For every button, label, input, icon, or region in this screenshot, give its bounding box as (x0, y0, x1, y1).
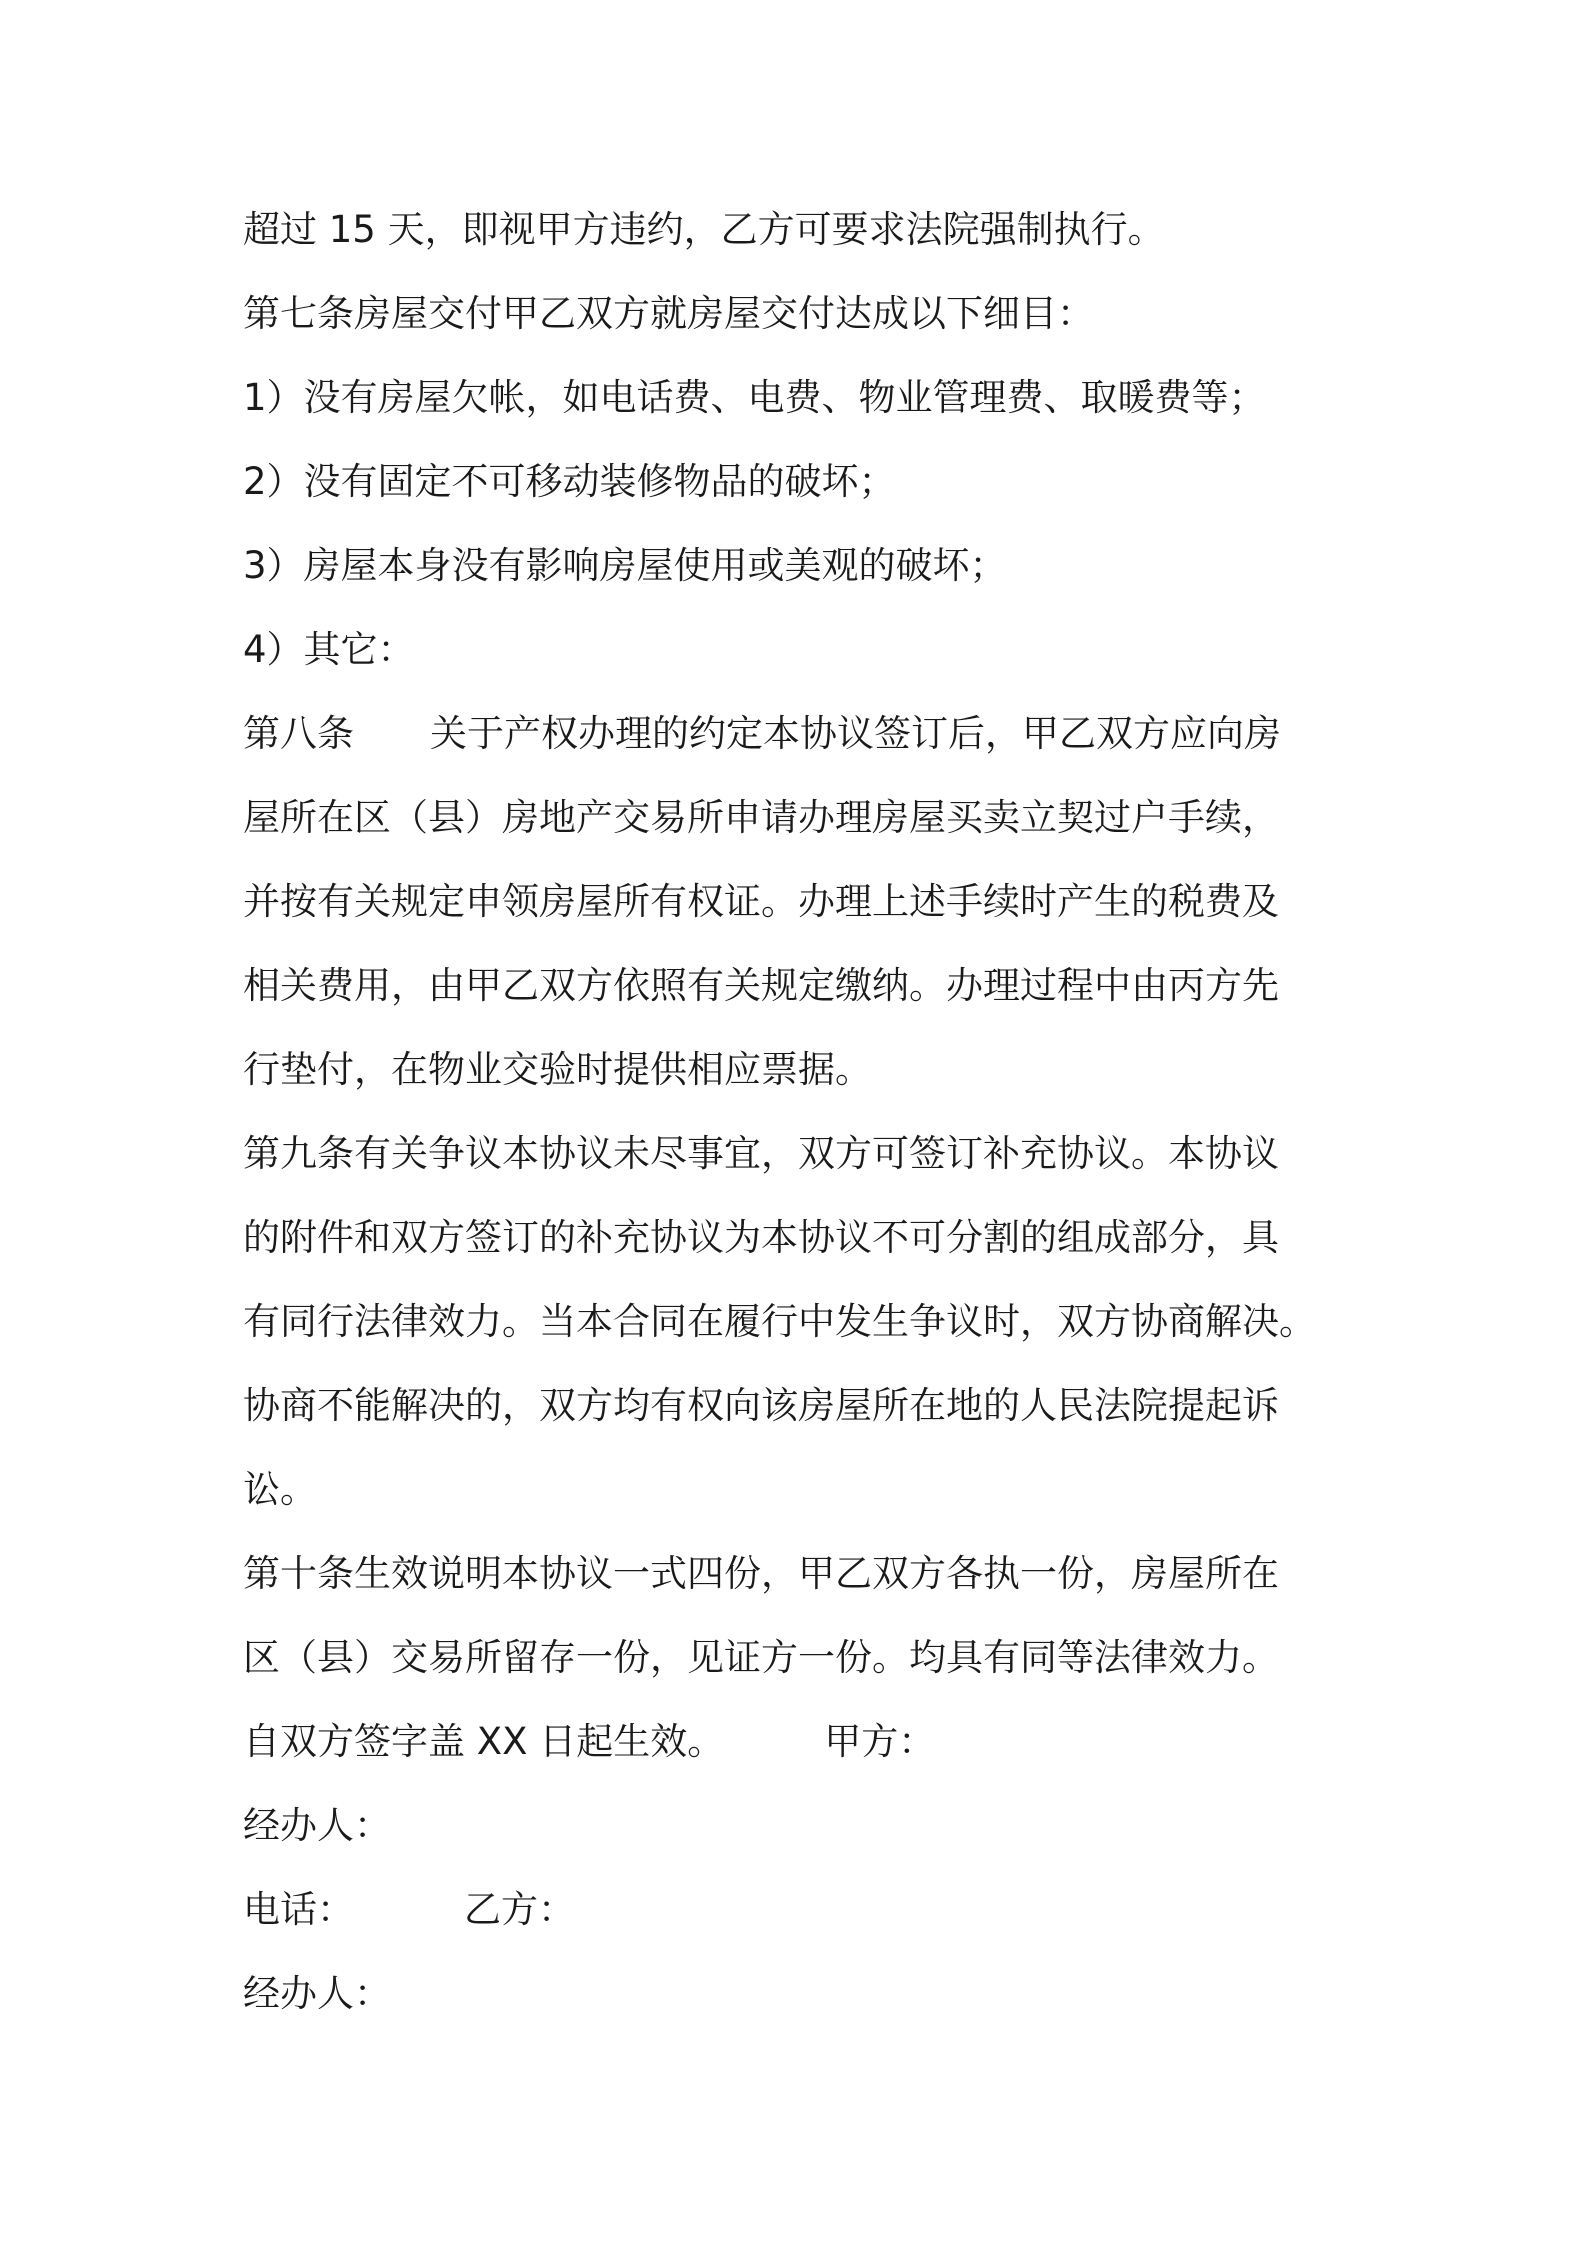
text-line: 行垫付，在物业交验时提供相应票据。 (243, 1048, 872, 1091)
text-line: 超过 15 天，即视甲方违约，乙方可要求法院强制执行。 (243, 208, 1165, 251)
list-item-4: 4）其它： (243, 628, 415, 671)
text-line: 相关费用，由甲乙双方依照有关规定缴纳。办理过程中由丙方先 (243, 964, 1279, 1007)
handler-label: 经办人： (243, 1972, 391, 2015)
article-8-text: 关于产权办理的约定本协议签订后，甲乙双方应向房 (430, 712, 1281, 755)
document-body (243, 188, 1355, 2036)
text-line: 区（县）交易所留存一份，见证方一份。均具有同等法律效力。 (243, 1636, 1279, 1679)
text-line: 的附件和双方签订的补充协议为本协议不可分割的组成部分，具 (243, 1216, 1279, 1259)
article-10-line: 第十条生效说明本协议一式四份，甲乙双方各执一份，房屋所在 (243, 1552, 1279, 1595)
text-line: 讼。 (243, 1468, 317, 1511)
party-b-label: 乙方： (464, 1888, 575, 1931)
list-item-3: 3）房屋本身没有影响房屋使用或美观的破坏； (243, 544, 1007, 587)
text-line: 协商不能解决的，双方均有权向该房屋所在地的人民法院提起诉 (243, 1384, 1279, 1427)
article-9-line: 第九条有关争议本协议未尽事宜，双方可签订补充协议。本协议 (243, 1132, 1279, 1175)
text-line: 有同行法律效力。当本合同在履行中发生争议时，双方协商解决。 (243, 1300, 1316, 1343)
list-item-2: 2）没有固定不可移动装修物品的破坏； (243, 460, 896, 503)
phone-line (243, 1868, 1355, 1952)
text-line: 屋所在区（县）房地产交易所申请办理房屋买卖立契过户手续， (243, 796, 1279, 839)
article-8-line (243, 692, 1355, 776)
article-8-label: 第八条 (243, 712, 354, 755)
party-a-label: 甲方： (824, 1720, 936, 1763)
effective-line (243, 1700, 1355, 1784)
article-7-heading: 第七条房屋交付甲乙双方就房屋交付达成以下细目： (243, 292, 1094, 335)
handler-label: 经办人： (243, 1804, 391, 1847)
phone-label: 电话： (243, 1888, 354, 1931)
text-line: 并按有关规定申领房屋所有权证。办理上述手续时产生的税费及 (243, 880, 1279, 923)
effective-text: 自双方签字盖 XX 日起生效。 (243, 1720, 725, 1763)
list-item-1: 1）没有房屋欠帐，如电话费、电费、物业管理费、取暖费等； (243, 376, 1266, 419)
